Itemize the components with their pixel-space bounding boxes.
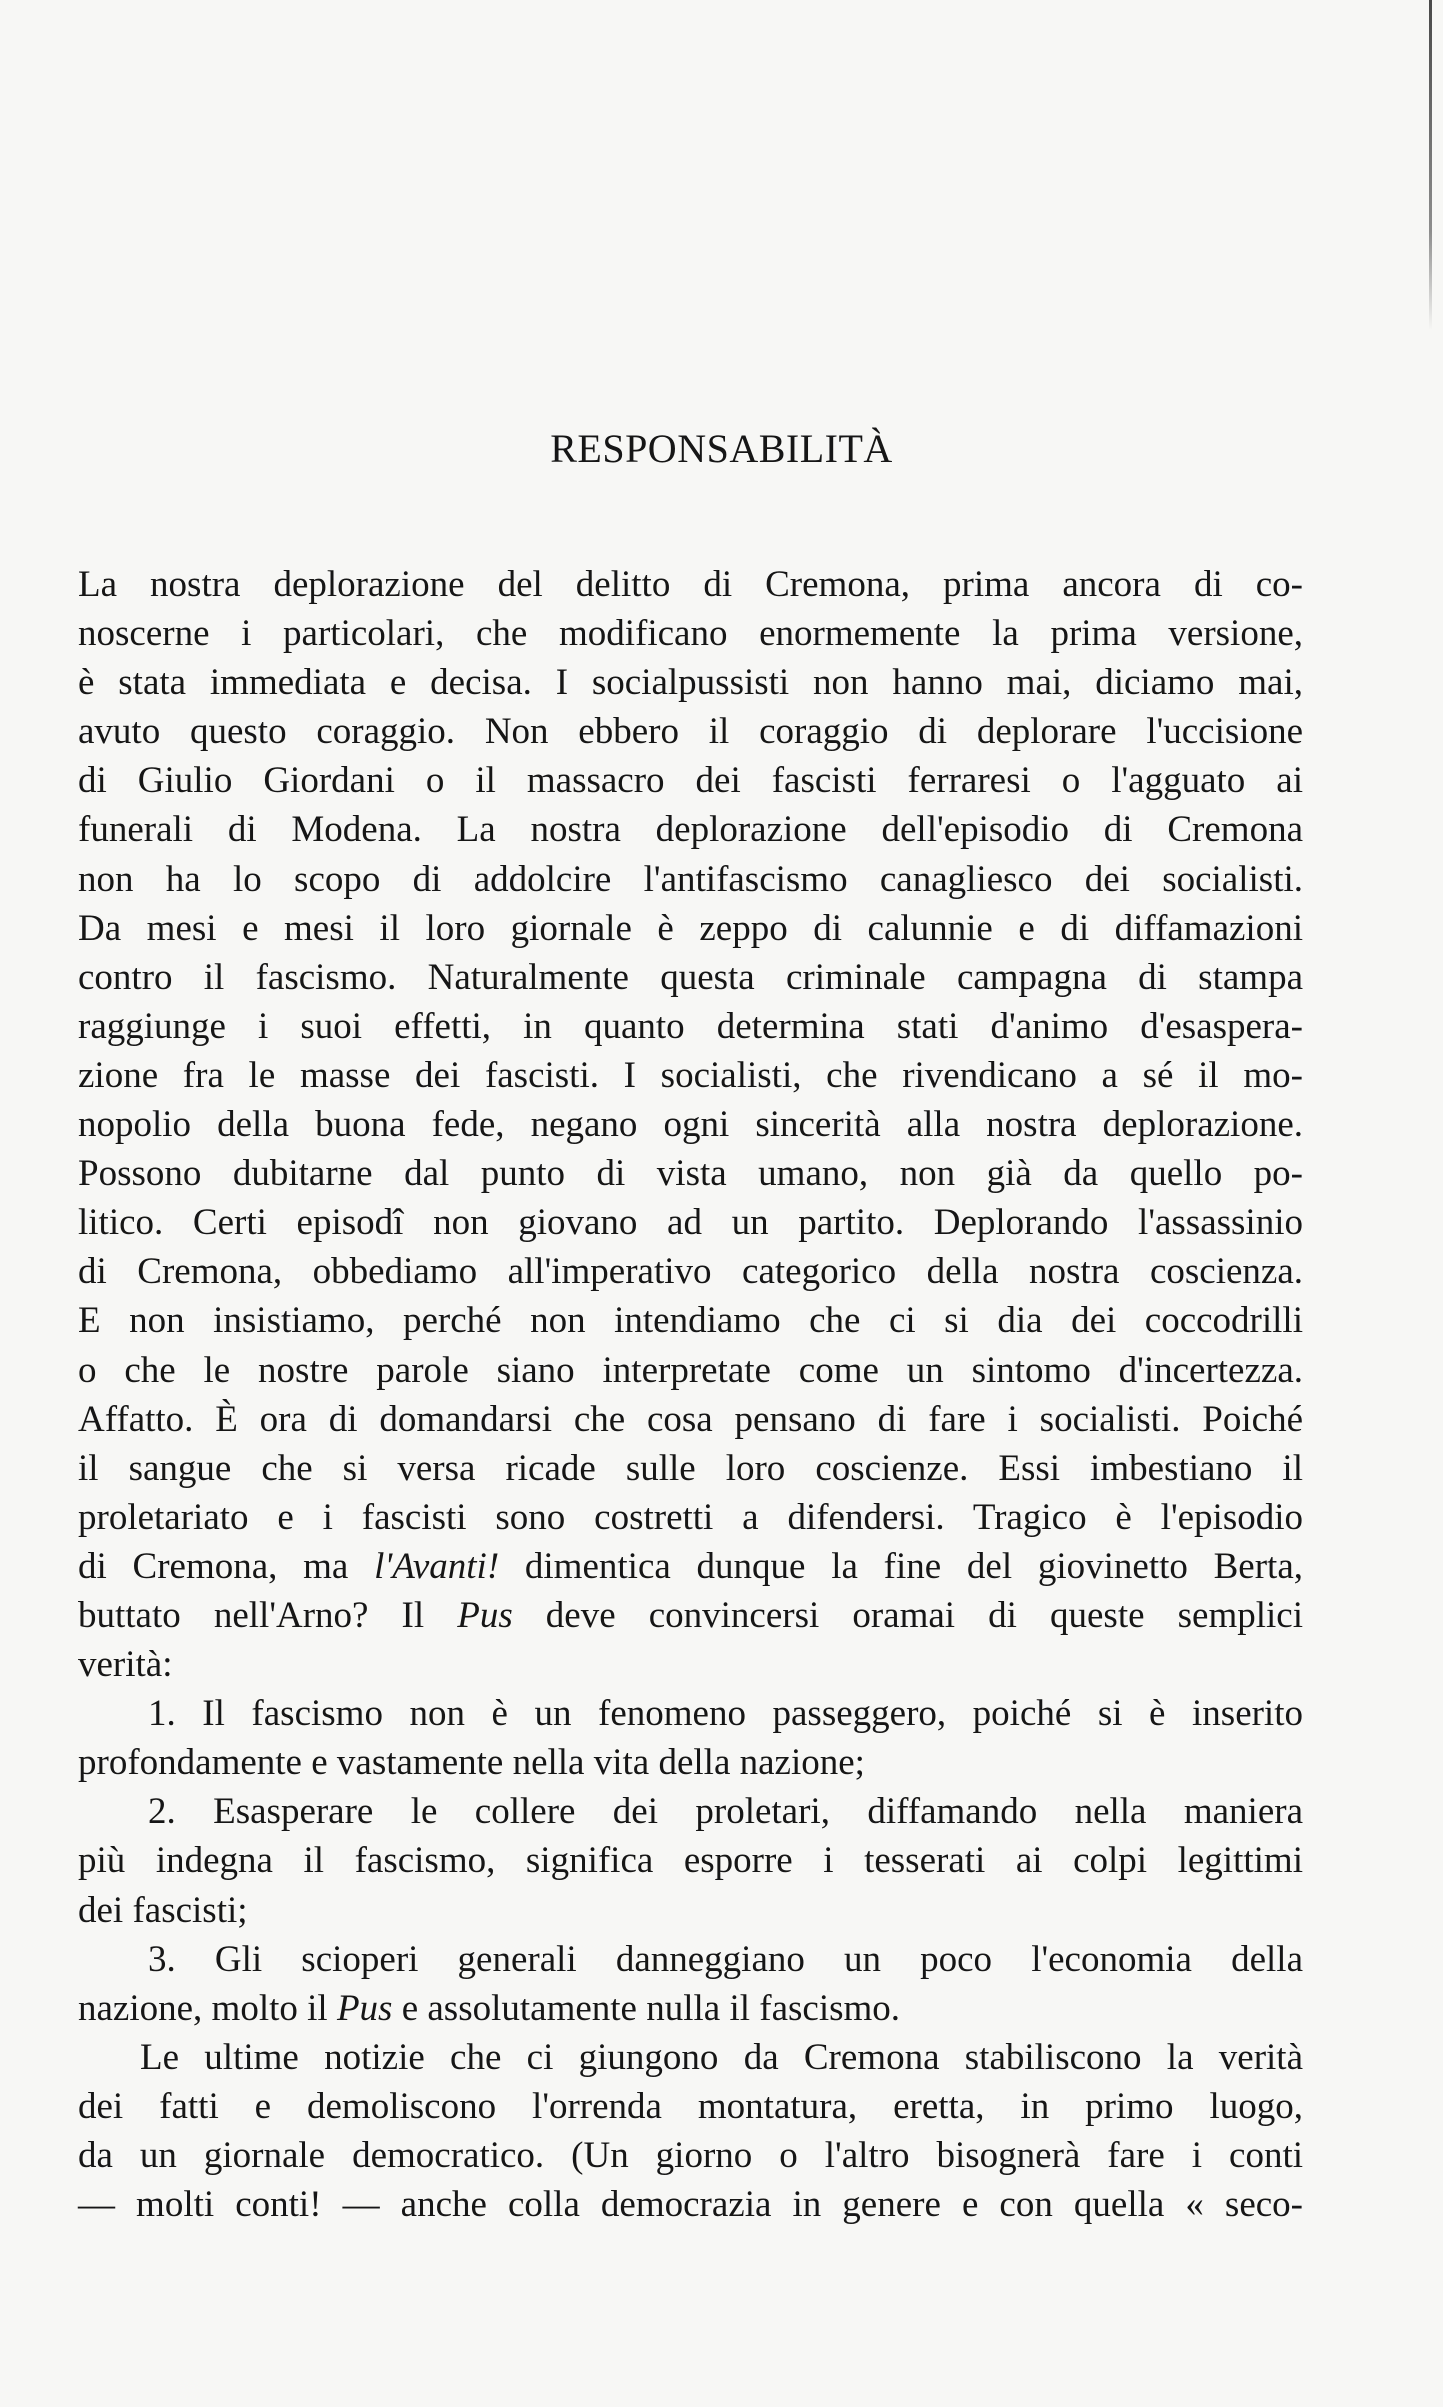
article-body [78,560,1303,2229]
text-line: avuto questo coraggio. Non ebbero il coraggio di deplorare l'uccisione [78,711,1303,753]
text-line: Le ultime notizie che ci giungono da Cremona stabiliscono la verità [140,2036,1303,2078]
text-segment: di Cremona, ma [78,1545,375,1587]
text-line: — molti conti! — anche colla democrazia in genere e con quella « seco- [78,2184,1303,2226]
text-line: La nostra deplorazione del delitto di Cremona, prima ancora di co- [78,564,1303,605]
list-item-1-continued: profondamente e vastamente nella vita della nazione; [78,1742,865,1784]
list-item-3: 3. Gli scioperi generali danneggiano un poco l'economia della [148,1938,1303,1980]
text-line: litico. Certi episodî non giovano ad un partito. Deplorando l'assassinio [78,1202,1303,1244]
text-line: verità: [78,1644,173,1686]
list-item-3-continued [78,1984,1303,2033]
party-abbreviation-pus: Pus [336,1987,393,2029]
text-line: raggiunge i suoi effetti, in quanto determina stati d'animo d'esaspera- [78,1005,1303,1047]
text-line: dei fatti e demoliscono l'orrenda montatura, eretta, in primo luogo, [78,2085,1303,2127]
party-abbreviation-pus: Pus [457,1594,513,1636]
text-line: zione fra le masse dei fascisti. I socialisti, che rivendicano a sé il mo- [78,1054,1303,1096]
text-line: o che le nostre parole siano interpretate come un sintomo d'incertezza. [78,1349,1303,1391]
text-line: Possono dubitarne dal punto di vista umano, non già da quello po- [78,1153,1303,1195]
text-line: nopolio della buona fede, negano ogni sincerità alla nostra deplorazione. [78,1104,1303,1146]
text-line: è stata immediata e decisa. I socialpussisti non hanno mai, diciamo mai, [78,662,1303,704]
text-segment: buttato nell'Arno? Il [78,1594,458,1636]
article-title: RESPONSABILITÀ [550,426,893,471]
text-line: E non insistiamo, perché non intendiamo che ci si dia dei coccodrilli [78,1300,1303,1342]
text-line: funerali di Modena. La nostra deplorazione dell'episodio di Cremona [78,809,1303,851]
text-line: contro il fascismo. Naturalmente questa criminale campagna di stampa [78,956,1303,998]
text-segment: nazione, molto il [78,1987,337,2029]
list-item-2-continued: più indegna il fascismo, significa esporre i tesserati ai colpi legittimi [78,1840,1303,1882]
text-line: Da mesi e mesi il loro giornale è zeppo di calunnie e di diffamazioni [78,907,1303,949]
text-segment: deve convincersi oramai di queste semplici [512,1594,1303,1636]
text-segment: e assolutamente nulla il fascismo. [392,1987,901,2029]
text-line-avanti [78,1542,1303,1591]
text-line: il sangue che si versa ricade sulle loro coscienze. Essi imbestiano il [78,1447,1303,1489]
newspaper-title-avanti: l'Avanti! [374,1545,500,1587]
list-item-2-continued: dei fascisti; [78,1889,248,1931]
text-line: da un giornale democratico. (Un giorno o l'altro bisognerà fare i conti [78,2135,1303,2176]
text-segment: dimentica dunque la fine del giovinetto Berta, [499,1545,1304,1587]
page-edge-shadow [1429,0,1432,330]
list-item-2: 2. Esasperare le collere dei proletari, diffamando nella maniera [148,1791,1303,1833]
text-line: noscerne i particolari, che modificano enormemente la prima versione, [78,613,1303,655]
text-line: Affatto. È ora di domandarsi che cosa pensano di fare i socialisti. Poiché [78,1398,1303,1440]
text-line: di Cremona, obbediamo all'imperativo categorico della nostra coscienza. [78,1251,1303,1293]
text-line: di Giulio Giordani o il massacro dei fascisti ferraresi o l'agguato ai [78,760,1303,802]
list-item-1: 1. Il fascismo non è un fenomeno passeggero, poiché si è inserito [148,1693,1303,1735]
text-line: proletariato e i fascisti sono costretti a difendersi. Tragico è l'episodio [78,1496,1303,1538]
text-line-pus [78,1591,1303,1640]
text-line: non ha lo scopo di addolcire l'antifascismo canagliesco dei socialisti. [78,858,1303,900]
